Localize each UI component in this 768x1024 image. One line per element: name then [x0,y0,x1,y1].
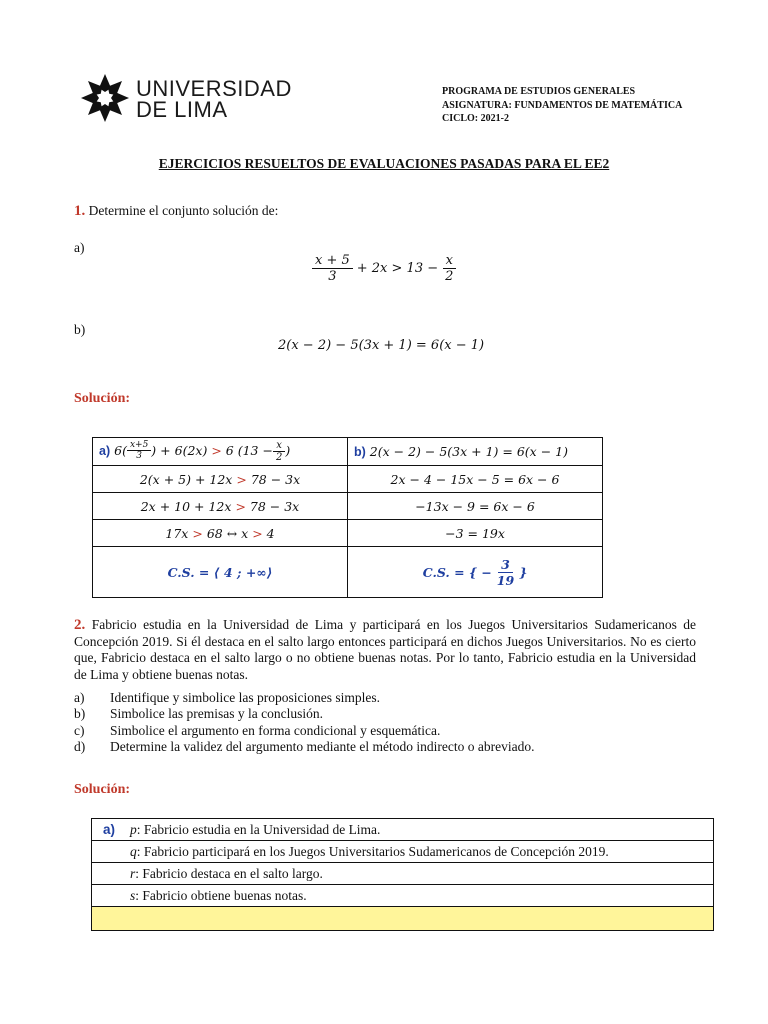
q2-item-c [74,723,534,739]
a-step1-frac-den: 3 [136,451,142,461]
a-step4-rel2: > [252,525,263,541]
q1-a-step4 [93,520,348,547]
a-step1-frac2-den: 2 [275,452,283,463]
a-step1-post2: ) [285,443,291,458]
q2-table-spacer [92,841,127,863]
q2-item-a [74,690,534,706]
a-step1-mid: + 6(2x) [160,443,208,458]
q1-number: 1. [74,203,86,219]
q1-b-step3: −13x − 9 = 6x − 6 [348,493,603,520]
q2-table-spacer [92,885,127,907]
university-name [136,78,292,120]
a-step1-pre: 6 [114,443,123,458]
q1-b-step2: 2x − 4 − 15x − 5 = 6x − 6 [348,466,603,493]
q2-number: 2. [74,617,86,633]
q1-a-label: a) [74,240,85,255]
a-step1-paren: ( $\frac{x+5}{3}$ ) [122,440,157,461]
q1-b-step1 [348,438,603,466]
cycle-label: CICLO: 2021-2 [442,113,509,124]
prop-text: : Fabricio participará en los Juegos Universitarios Sudamericanos de Concepción 2019. [136,843,609,859]
q2-table-label: a) [92,819,127,841]
item-text: Identifique y simbolice las proposiciones simples. [110,690,380,705]
q1-b-label: b) [74,322,86,337]
q1-a-step1 [93,438,348,466]
a-step3-left: 2x + 10 + 12x [140,498,232,514]
university-logo-icon [80,73,130,123]
a-step1-frac-num: x+5 [127,440,151,451]
q1-a-equation [312,253,456,284]
item-text: Simbolice las premisas y la conclusión. [110,706,323,722]
q1-b-solution-set [348,547,603,598]
q1-b-step4: −3 = 19x [348,520,603,547]
program-label: PROGRAMA DE ESTUDIOS GENERALES [442,86,636,97]
q2-solution-table [91,818,714,931]
q2-item-b [74,706,534,722]
university-line2: DE LIMA [136,97,228,122]
a-step3-rel: > [235,498,246,514]
q2-solution-label: Solución: [74,782,131,797]
q1-a-frac1-num: x + 5 [312,253,353,269]
b-step1-text: 2(x − 2) − 5(3x + 1) = 6(x − 1) [369,444,568,459]
q1-prompt: Determine el conjunto solución de: [88,203,279,218]
a-step4-right: 68 ↔ x [206,525,249,541]
a-step1-frac2-num: x [273,440,285,452]
q1-a-middle: + 2x > 13 − [356,261,439,276]
b-cs-post: } [519,564,528,580]
q1-solution-label: Solución: [74,391,131,406]
a-step1-post1: 6 (13 − [225,443,273,458]
item-letter: d) [74,738,86,754]
course-header [442,85,682,126]
university-line1: UNIVERSIDAD [136,76,292,101]
prop-var: p [130,821,137,837]
q2-prop-p [126,819,714,841]
prop-text: : Fabricio obtiene buenas notas. [135,887,307,903]
q1-a-solution-set: C.S. = ⟨ 4 ; +∞⟩ [93,547,348,598]
item-text: Simbolice el argumento en forma condicional y esquemática. [110,722,441,738]
q1-solution-table [92,437,603,598]
item-letter: a) [74,690,85,705]
prop-text: : Fabricio destaca en el salto largo. [135,865,323,881]
q2-items [74,690,534,755]
q1-a-frac2-den: 2 [445,269,454,284]
q1-a-frac1 [312,253,353,284]
q2-table-spacer [92,863,127,885]
table-b-label: b) [354,445,366,459]
q1-a-step3 [93,493,348,520]
subject-label: ASIGNATURA: FUNDAMENTOS DE MATEMÁTICA [442,99,683,111]
q1-a-step2 [93,466,348,493]
q1-b-equation: 2(x − 2) − 5(3x + 1) = 6(x − 1) [278,338,485,353]
q2-item-d [74,739,534,755]
prop-var: s [130,887,136,903]
b-cs-den: 19 [496,572,515,588]
b-cs-pre: C.S. = { − [422,564,492,580]
a-step2-rel: > [236,471,247,487]
item-letter: b) [74,706,86,722]
q1-prompt-line [74,203,278,220]
a-step4-left: 17x [165,525,189,541]
b-cs-num: 3 [498,557,513,573]
q2-paragraph [74,617,696,683]
q2-highlight-row [92,907,714,931]
a-step4-right2: 4 [266,525,275,541]
item-text: Determine la validez del argumento mediante el método indirecto o abreviado. [110,738,535,754]
a-step4-rel: > [192,525,203,541]
a-step3-right: 78 − 3x [249,498,300,514]
q1-a-frac2-num: x [443,253,456,269]
a-step2-right: 78 − 3x [250,471,301,487]
q2-prop-q [126,841,714,863]
q2-prop-r [126,863,714,885]
a-step1-rel: > [211,443,222,458]
item-letter: c) [74,722,85,738]
page-title: EJERCICIOS RESUELTOS DE EVALUACIONES PASADAS PARA EL EE2 [158,156,610,171]
q1-a-frac2 [442,253,456,284]
table-a-label: a) [99,444,111,458]
prop-var: r [130,865,136,881]
q2-prop-s [126,885,714,907]
q2-text: Fabricio estudia en la Universidad de Lima y participará en los Juegos Universitarios Sudamericanos de Concepción 2019. Si él destaca en el salto largo entonces participará en dichos Juegos Universitarios. No es cierto que, Fabricio destaca en el salto largo o no obtiene buenas notas. Por lo tanto, Fabricio estudia en la Universidad de Lima y obtiene buenas notas. [74,617,697,682]
prop-text: : Fabricio estudia en la Universidad de Lima. [136,821,381,837]
a-step2-left: 2(x + 5) + 12x [139,471,233,487]
prop-var: q [130,843,137,859]
q1-a-frac1-den: 3 [328,269,337,284]
